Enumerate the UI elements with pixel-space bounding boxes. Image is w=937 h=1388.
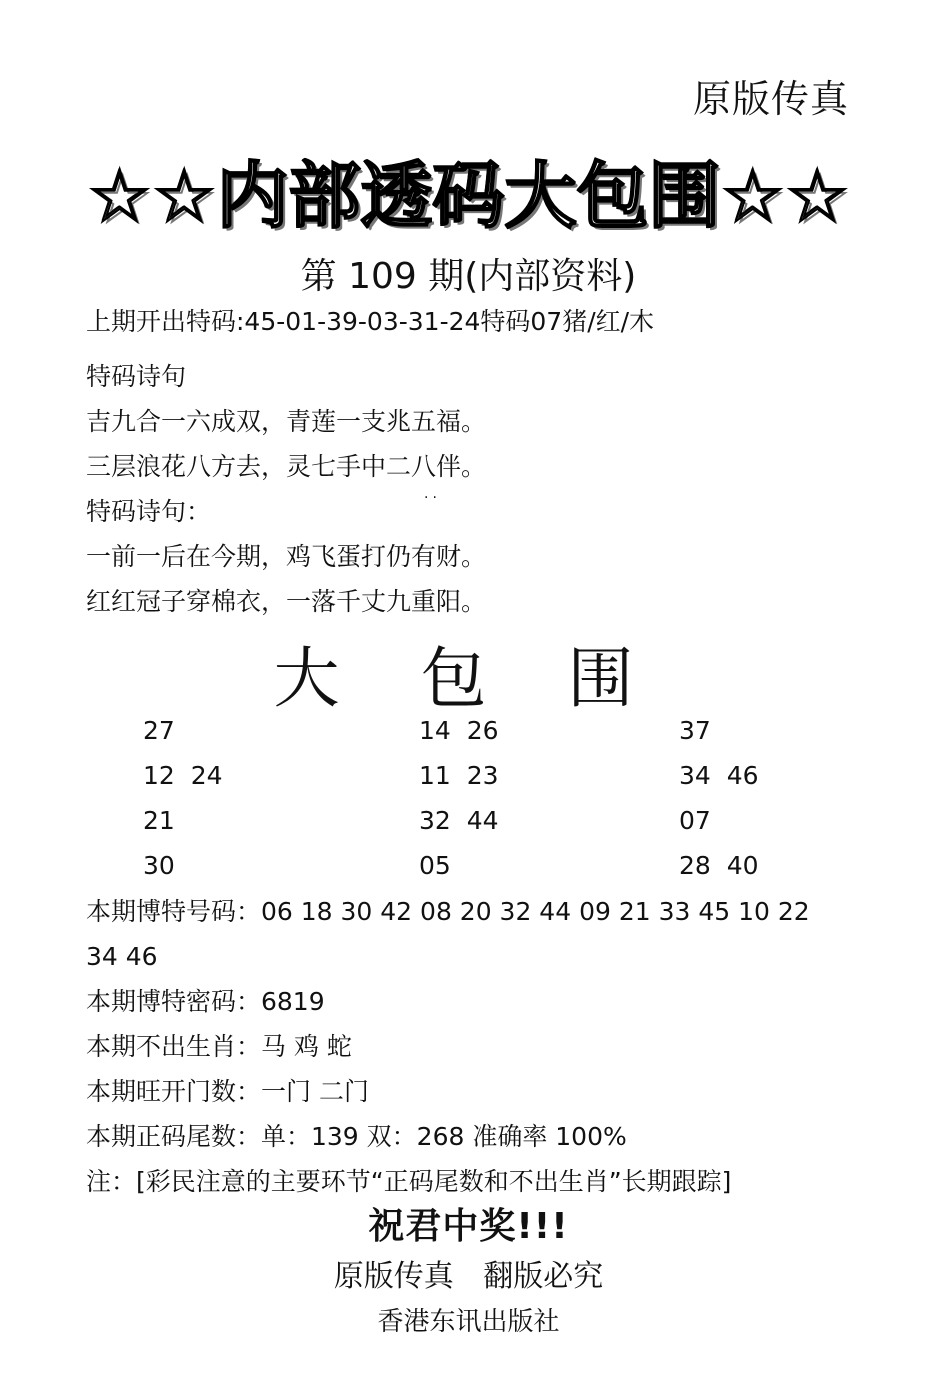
secret-code: 本期博特密码：6819 — [86, 987, 325, 1016]
grid-cell: 37 — [679, 716, 711, 745]
grid-cell: 12 24 — [143, 761, 223, 790]
top-right-label: 原版传真 — [692, 77, 849, 121]
grid-cell: 14 26 — [419, 716, 499, 745]
note: 注：[彩民注意的主要环节“正码尾数和不出生肖”长期跟踪] — [86, 1167, 732, 1196]
grid-title: 大 包 围 — [273, 640, 664, 717]
tail-numbers: 本期正码尾数：单：139 双：268 准确率 100% — [86, 1122, 627, 1151]
grid-cell: 32 44 — [419, 806, 499, 835]
grid-cell: 34 46 — [679, 761, 759, 790]
blessing: 祝君中奖!!! — [368, 1206, 569, 1247]
poem-heading: 特码诗句 — [86, 362, 187, 391]
page-title: ☆☆内部透码大包围☆☆ — [87, 154, 850, 238]
special-numbers: 本期博特号码：06 18 30 42 08 20 32 44 09 21 33 45 10 22 — [86, 897, 810, 926]
lucky-doors: 本期旺开门数：一门 二门 — [86, 1077, 369, 1106]
grid-cell: 21 — [143, 806, 175, 835]
poem-line: 吉九合一六成双，青莲一支兆五福。 — [86, 407, 487, 436]
excluded-zodiac: 本期不出生肖：马 鸡 蛇 — [86, 1032, 352, 1061]
last-result: 上期开出特码:45-01-39-03-31-24特码07猪/红/木 — [86, 307, 655, 336]
special-numbers-cont: 34 46 — [86, 942, 158, 971]
poem-line: 一前一后在今期，鸡飞蛋打仍有财。 — [86, 542, 487, 571]
grid-cell: 27 — [143, 716, 175, 745]
poem-line: 三层浪花八方去，灵七手中二八伴。 — [86, 452, 487, 481]
poem-line: 红红冠子穿棉衣，一落千丈九重阳。 — [86, 587, 487, 616]
stray-dots: ·· — [424, 490, 441, 506]
grid-cell: 07 — [679, 806, 711, 835]
grid-cell: 30 — [143, 851, 175, 880]
publisher: 香港东讯出版社 — [377, 1307, 560, 1337]
copyright-notice: 原版传真 翻版必究 — [333, 1259, 604, 1294]
issue-number: 第 109 期(内部资料) — [300, 256, 637, 297]
grid-cell: 28 40 — [679, 851, 759, 880]
grid-cell: 11 23 — [419, 761, 499, 790]
poem-heading: 特码诗句： — [86, 497, 212, 526]
grid-cell: 05 — [419, 851, 451, 880]
